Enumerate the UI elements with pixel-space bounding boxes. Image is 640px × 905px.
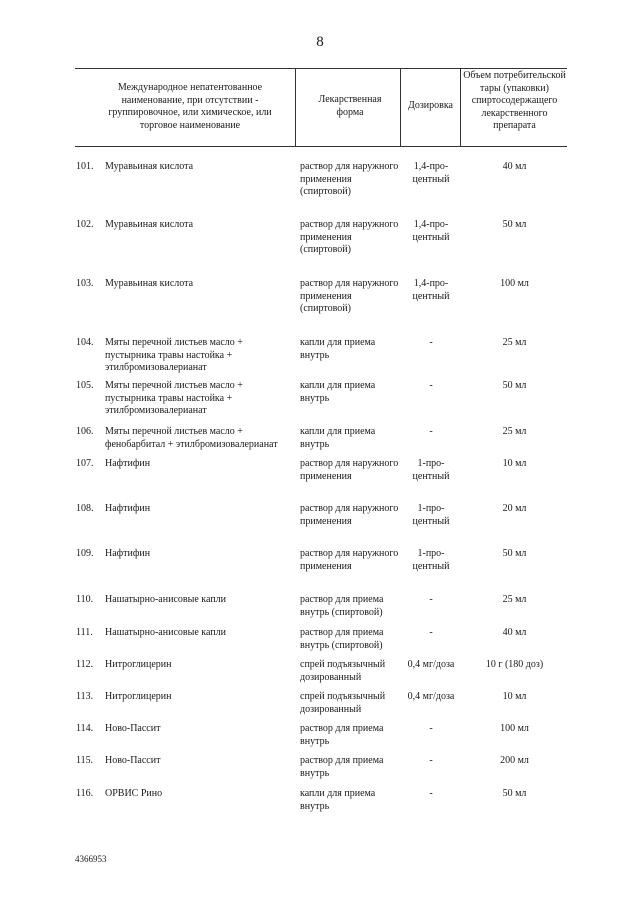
row-number: 113. <box>76 691 94 702</box>
header-form: Лекарственная форма <box>318 94 382 118</box>
row-number: 105. <box>76 380 94 391</box>
row-number: 112. <box>76 659 94 670</box>
row-dosage: 1-про-центный <box>412 548 450 572</box>
row-name: Нафтифин <box>105 458 151 469</box>
row-volume: 25 мл <box>502 594 527 605</box>
row-form: раствор для приема внутрь (спиртовой) <box>300 594 384 618</box>
row-name: Нитроглицерин <box>105 659 172 670</box>
row-dosage: - <box>429 380 433 391</box>
row-form: раствор для приема внутрь <box>300 723 384 747</box>
row-volume: 40 мл <box>502 627 527 638</box>
row-form: раствор для наружного применения (спиртовой) <box>300 278 399 314</box>
row-number: 106. <box>76 426 94 437</box>
row-volume: 25 мл <box>502 337 527 348</box>
row-name: Нашатырно-анисовые капли <box>105 627 226 638</box>
header-divider-1 <box>295 68 296 146</box>
row-dosage: - <box>429 627 433 638</box>
row-number: 107. <box>76 458 94 469</box>
row-name: Мяты перечной листьев масло + пустырника травы настойка + этилбромизовалерианат <box>105 337 243 373</box>
row-form: раствор для приема внутрь (спиртовой) <box>300 627 384 651</box>
footer-code: 4366953 <box>75 854 107 864</box>
row-dosage: 1,4-про-центный <box>412 219 450 243</box>
row-name: Нафтифин <box>105 503 151 514</box>
row-volume: 25 мл <box>502 426 527 437</box>
row-dosage: 1,4-про-центный <box>412 278 450 302</box>
row-name: Ново-Пассит <box>105 723 161 734</box>
row-volume: 10 мл <box>502 691 527 702</box>
row-form: спрей подъязычный дозированный <box>300 659 386 683</box>
row-volume: 50 мл <box>502 548 527 559</box>
row-name: Нашатырно-анисовые капли <box>105 594 226 605</box>
row-name: Ново-Пассит <box>105 755 161 766</box>
row-dosage: 1,4-про-центный <box>412 161 450 185</box>
row-name: ОРВИС Рино <box>105 788 163 799</box>
row-name: Мяты перечной листьев масло + фенобарбитал + этилбромизовалерианат <box>105 426 278 450</box>
row-number: 104. <box>76 337 94 348</box>
row-dosage: 0,4 мг/доза <box>407 659 455 670</box>
row-volume: 100 мл <box>500 723 529 734</box>
row-number: 111. <box>76 627 93 638</box>
row-name: Муравьиная кислота <box>105 278 194 289</box>
row-form: раствор для наружного применения (спиртовой) <box>300 161 399 197</box>
row-name: Муравьиная кислота <box>105 161 194 172</box>
row-form: капли для приема внутрь <box>300 380 376 404</box>
row-number: 110. <box>76 594 94 605</box>
row-name: Муравьиная кислота <box>105 219 194 230</box>
row-form: капли для приема внутрь <box>300 426 376 450</box>
row-volume: 20 мл <box>502 503 527 514</box>
row-form: спрей подъязычный дозированный <box>300 691 386 715</box>
row-number: 101. <box>76 161 94 172</box>
row-number: 102. <box>76 219 94 230</box>
header-top-rule <box>75 68 567 69</box>
row-name: Нитроглицерин <box>105 691 172 702</box>
row-form: раствор для приема внутрь <box>300 755 384 779</box>
row-dosage: 1-про-центный <box>412 503 450 527</box>
row-form: раствор для наружного применения <box>300 458 399 482</box>
row-number: 114. <box>76 723 94 734</box>
row-form: капли для приема внутрь <box>300 788 376 812</box>
page-number: 8 <box>316 34 324 50</box>
row-volume: 100 мл <box>500 278 529 289</box>
row-name: Мяты перечной листьев масло + пустырника травы настойка + этилбромизовалерианат <box>105 380 243 416</box>
row-dosage: - <box>429 755 433 766</box>
row-dosage: - <box>429 594 433 605</box>
row-number: 109. <box>76 548 94 559</box>
header-name: Международное непатентованное наименование, при отсутствии - группировочное, или химическое, или торговое наименование <box>108 82 272 131</box>
row-volume: 50 мл <box>502 380 527 391</box>
row-volume: 10 г (180 доз) <box>485 659 544 670</box>
row-dosage: - <box>429 337 433 348</box>
row-volume: 40 мл <box>502 161 527 172</box>
header-bottom-rule <box>75 146 567 147</box>
row-name: Нафтифин <box>105 548 151 559</box>
header-volume: Объем потребительской тары (упаковки) спиртосодержащего лекарственного препарата <box>463 70 566 131</box>
row-number: 108. <box>76 503 94 514</box>
row-dosage: - <box>429 788 433 799</box>
row-form: раствор для наружного применения (спиртовой) <box>300 219 399 255</box>
row-form: раствор для наружного применения <box>300 548 399 572</box>
row-number: 116. <box>76 788 94 799</box>
row-number: 103. <box>76 278 94 289</box>
row-volume: 50 мл <box>502 788 527 799</box>
row-dosage: 0,4 мг/доза <box>407 691 455 702</box>
row-form: раствор для наружного применения <box>300 503 399 527</box>
row-volume: 10 мл <box>502 458 527 469</box>
row-dosage: - <box>429 426 433 437</box>
row-form: капли для приема внутрь <box>300 337 376 361</box>
header-dosage: Дозировка <box>408 100 453 111</box>
header-divider-3 <box>460 68 461 146</box>
row-dosage: - <box>429 723 433 734</box>
row-dosage: 1-про-центный <box>412 458 450 482</box>
row-volume: 50 мл <box>502 219 527 230</box>
row-number: 115. <box>76 755 94 766</box>
row-volume: 200 мл <box>500 755 529 766</box>
